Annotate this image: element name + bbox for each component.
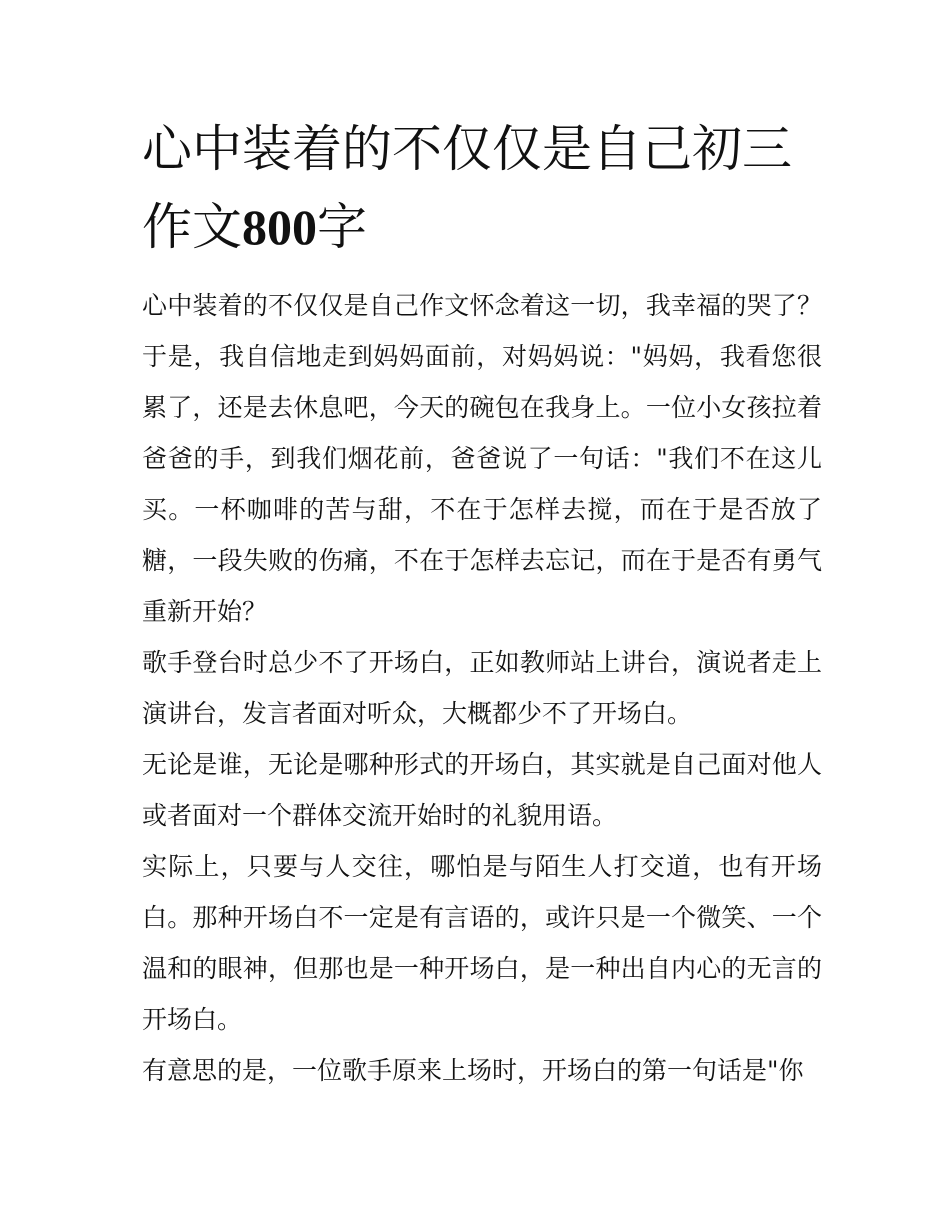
title-number: 800 xyxy=(242,199,317,255)
page-title xyxy=(142,110,822,266)
title-main: 心中装着的不仅仅是自己初三作文 xyxy=(142,120,792,256)
paragraph-2: 歌手登台时总少不了开场白，正如教师站上讲台，演说者走上演讲台，发言者面对听众，大概都少不了开场白。 xyxy=(142,648,822,728)
paragraph-4: 实际上，只要与人交往，哪怕是与陌生人打交道，也有开场白。那种开场白不一定是有言语的，或许只是一个微笑、一个温和的眼神，但那也是一种开场白，是一种出自内心的无言的开场白。 xyxy=(142,852,822,1034)
document-page xyxy=(142,110,822,1096)
document-body xyxy=(142,280,822,1096)
paragraph-3: 无论是谁，无论是哪种形式的开场白，其实就是自己面对他人或者面对一个群体交流开始时的礼貌用语。 xyxy=(142,750,822,830)
paragraph-1: 心中装着的不仅仅是自己作文怀念着这一切，我幸福的哭了？于是，我自信地走到妈妈面前，对妈妈说："妈妈，我看您很累了，还是去休息吧，今天的碗包在我身上。一位小女孩拉着爸爸的手，到我们烟花前，爸爸说了一句话："我们不在这儿买。一杯咖啡的苦与甜，不在于怎样去搅，而在于是否放了糖，一段失败的伤痛，不在于怎样去忘记，而在于是否有勇气重新开始？ xyxy=(142,291,822,626)
title-suffix: 字 xyxy=(317,198,367,256)
paragraph-5: 有意思的是，一位歌手原来上场时，开场白的第一句话是"你 xyxy=(142,1056,804,1085)
